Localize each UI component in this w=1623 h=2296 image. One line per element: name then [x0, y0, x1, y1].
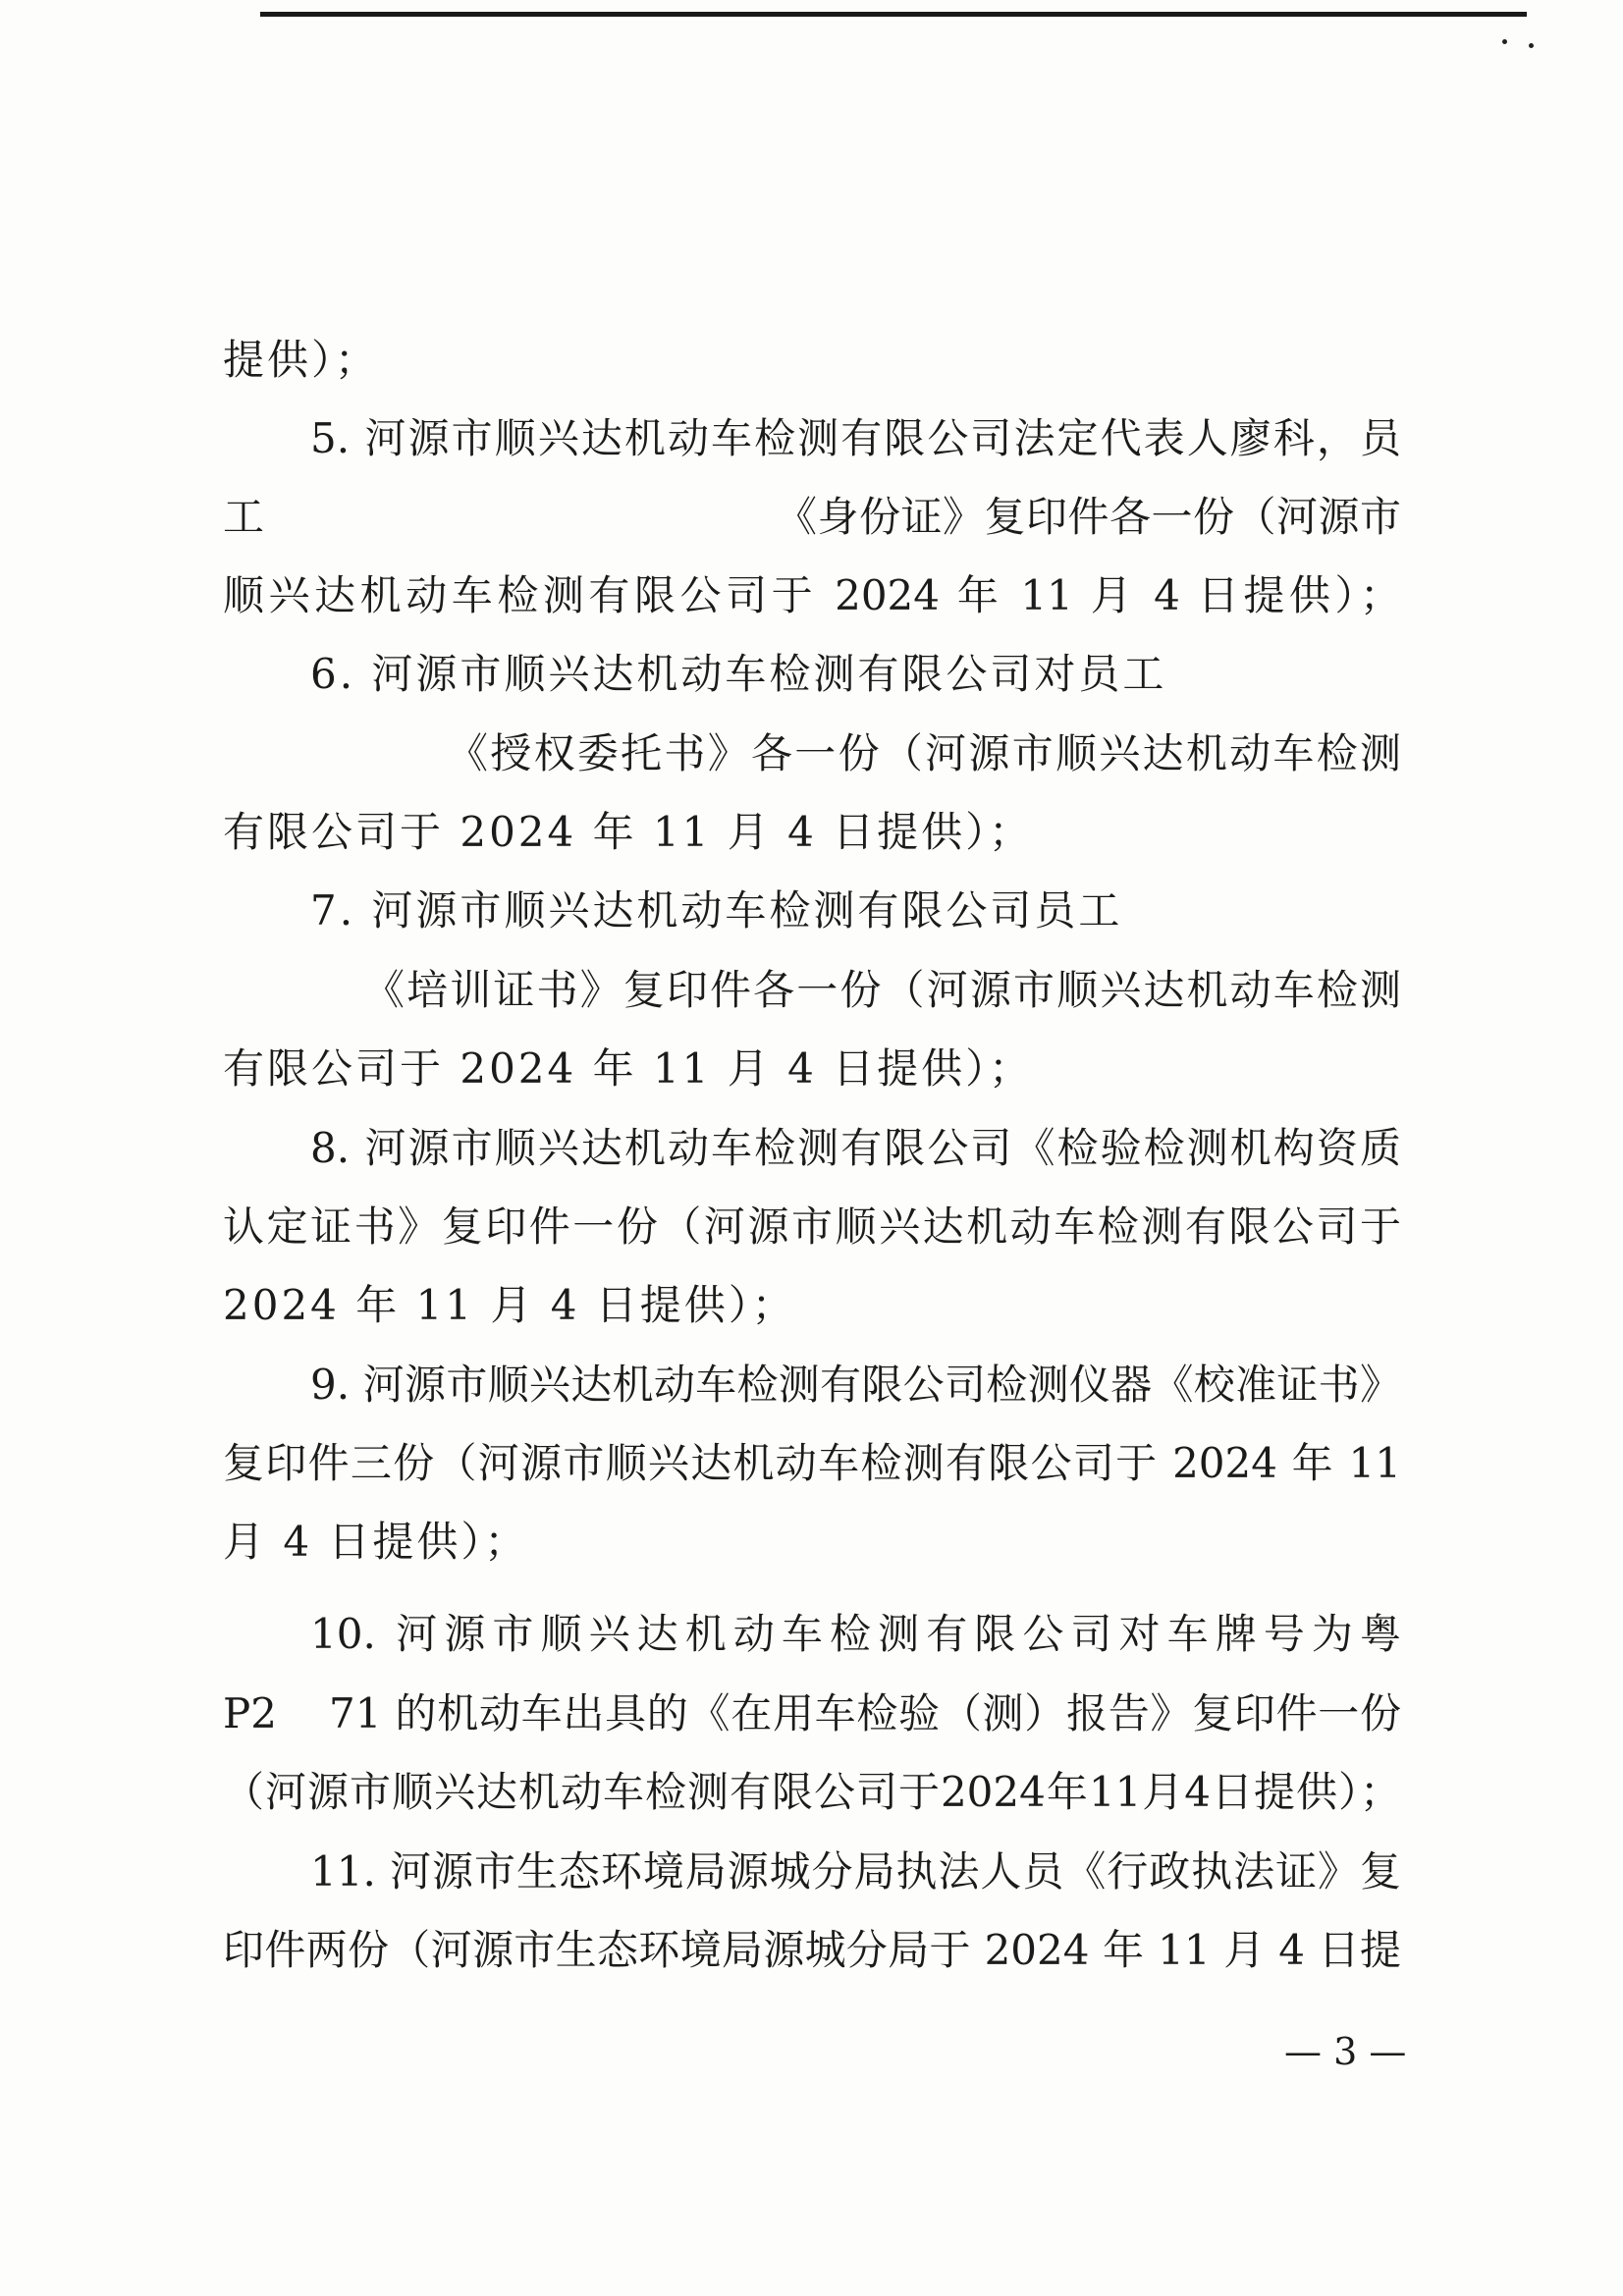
- item-5-line-2b: 《身份证》复印件各一份（河源市: [776, 493, 1401, 541]
- item-5-line-2a: 工: [223, 493, 268, 541]
- item-9-line-3: 月 4 日提供）；: [223, 1518, 529, 1566]
- item-6-line-1: 6. 河源市顺兴达机动车检测有限公司对员工: [310, 650, 1167, 698]
- item-10-line-2a: P2: [223, 1689, 277, 1737]
- scan-speck: [1502, 39, 1507, 44]
- item-10-line-3: （河源市顺兴达机动车检测有限公司于2024年11月4日提供）；: [223, 1768, 1401, 1816]
- item-5-line-1: 5. 河源市顺兴达机动车检测有限公司法定代表人廖科，员: [310, 414, 1401, 462]
- item-8-line-2: 认定证书》复印件一份（河源市顺兴达机动车检测有限公司于: [223, 1202, 1401, 1251]
- item-9-line-1: 9. 河源市顺兴达机动车检测有限公司检测仪器《校准证书》: [310, 1361, 1401, 1409]
- scan-speck: [1529, 43, 1534, 48]
- item-11-line-1: 11. 河源市生态环境局源城分局执法人员《行政执法证》复: [310, 1847, 1401, 1896]
- top-border-line: [260, 12, 1527, 17]
- page-number: — 3 —: [1284, 2030, 1407, 2073]
- item-10-line-2b: 71 的机动车出具的《在用车检验（测）报告》复印件一份: [329, 1689, 1401, 1737]
- item-8-line-1: 8. 河源市顺兴达机动车检测有限公司《检验检测机构资质: [310, 1124, 1401, 1172]
- item-7-line-3: 有限公司于 2024 年 11 月 4 日提供）；: [223, 1044, 1034, 1093]
- text-line-1: 提供）；: [223, 336, 380, 384]
- item-9-line-2: 复印件三份（河源市顺兴达机动车检测有限公司于 2024 年 11: [223, 1439, 1401, 1487]
- item-5-line-3: 顺兴达机动车检测有限公司于 2024 年 11 月 4 日提供）；: [223, 571, 1401, 619]
- item-6-line-3: 有限公司于 2024 年 11 月 4 日提供）；: [223, 808, 1034, 856]
- item-6-line-2: 《授权委托书》各一份（河源市顺兴达机动车检测: [447, 729, 1401, 777]
- item-10-line-1: 10. 河源市顺兴达机动车检测有限公司对车牌号为粤: [310, 1610, 1401, 1658]
- item-7-line-1: 7. 河源市顺兴达机动车检测有限公司员工: [310, 886, 1123, 934]
- item-11-line-2: 印件两份（河源市生态环境局源城分局于 2024 年 11 月 4 日提: [223, 1926, 1401, 1974]
- item-7-line-2: 《培训证书》复印件各一份（河源市顺兴达机动车检测: [363, 966, 1401, 1014]
- item-8-line-3: 2024 年 11 月 4 日提供）；: [223, 1281, 796, 1329]
